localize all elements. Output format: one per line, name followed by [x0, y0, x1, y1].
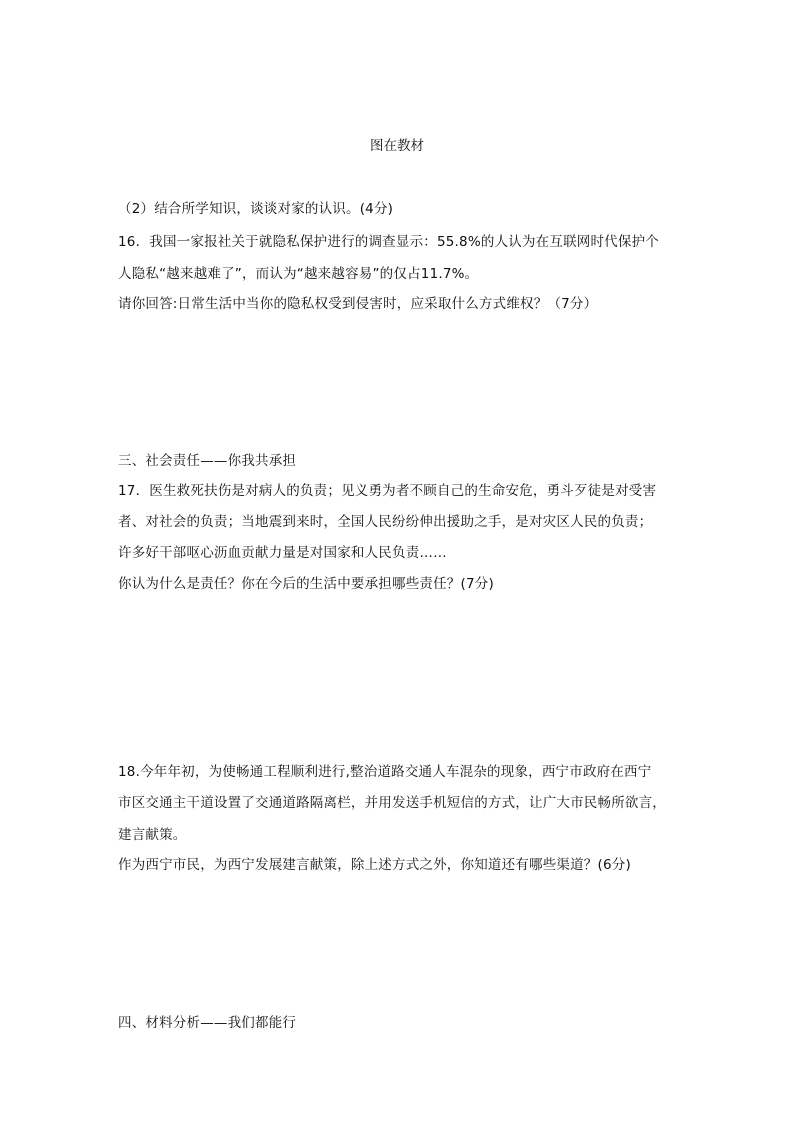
question-17-line-2: 者、对社会的负责；当地震到来时，全国人民纷纷伸出援助之手，是对灾区人民的负责； — [118, 514, 653, 530]
question-18-line-1: 18.今年年初，为使畅通工程顺利进行,整治道路交通人车混杂的现象，西宁市政府在西宁 — [118, 764, 652, 780]
question-15-part-2: （2）结合所学知识，谈谈对家的认识。(4分) — [118, 201, 394, 217]
question-16-line-2: 人隐私“越来越难了”，而认为“越来越容易”的仅占11.7%。 — [118, 266, 479, 282]
question-18-line-3: 建言献策。 — [118, 827, 187, 843]
question-18-prompt: 作为西宁市民，为西宁发展建言献策，除上述方式之外，你知道还有哪些渠道？(6分) — [118, 857, 631, 873]
section-3-heading: 三、社会责任——你我共承担 — [118, 453, 297, 469]
question-17-line-3: 许多好干部呕心沥血贡献力量是对国家和人民负责…… — [118, 545, 447, 561]
question-18-line-2: 市区交通主干道设置了交通道路隔离栏，并用发送手机短信的方式，让广大市民畅所欲言， — [118, 795, 666, 811]
question-17-line-1: 17．医生救死扶伤是对病人的负责；见义勇为者不顾自己的生命安危，勇斗歹徒是对受害 — [118, 483, 657, 499]
question-16-line-1: 16．我国一家报社关于就隐私保护进行的调查显示：55.8%的人认为在互联网时代保护个 — [118, 234, 659, 250]
figure-caption: 图在教材 — [370, 138, 424, 154]
question-17-prompt: 你认为什么是责任？你在今后的生活中要承担哪些责任？(7分) — [118, 576, 494, 592]
section-4-heading: 四、材料分析——我们都能行 — [118, 1015, 297, 1031]
question-16-prompt: 请你回答:日常生活中当你的隐私权受到侵害时，应采取什么方式维权？（7分） — [118, 296, 598, 312]
